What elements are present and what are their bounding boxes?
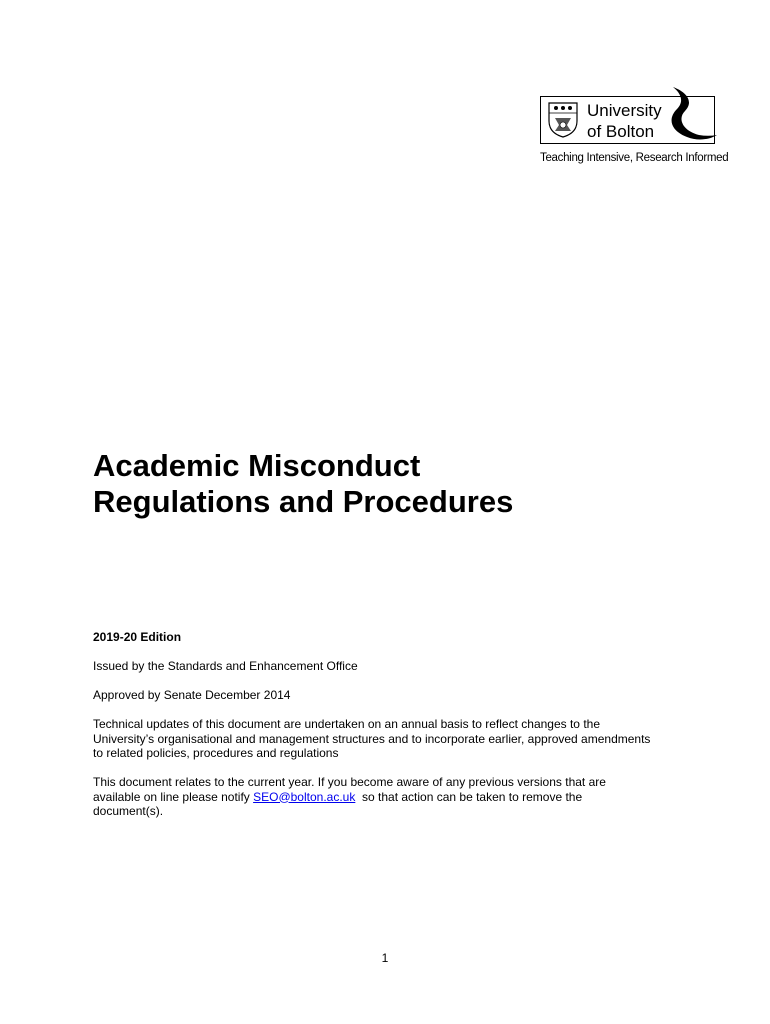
crest-icon xyxy=(547,101,579,139)
email-link[interactable]: SEO@bolton.ac.uk xyxy=(253,789,356,804)
title-line-2: Regulations and Procedures xyxy=(93,484,514,519)
logo-text-of-bolton: of Bolton xyxy=(587,122,655,141)
issued-by-text: Issued by the Standards and Enhancement Office xyxy=(93,659,358,673)
edition-label: 2019-20 Edition xyxy=(93,630,182,644)
version-notice-after: so that action can be taken to remove the document(s). xyxy=(93,789,586,818)
logo-text-university: University xyxy=(587,101,662,120)
logo-tagline: Teaching Intensive, Research Informed xyxy=(540,152,729,164)
document-info xyxy=(93,630,653,833)
page-number: 1 xyxy=(381,951,389,965)
approval-text: Approved by Senate December 2014 xyxy=(93,688,291,702)
university-logo xyxy=(540,96,715,144)
swoosh-icon xyxy=(659,87,719,145)
document-title xyxy=(93,448,513,520)
version-notice xyxy=(93,775,653,819)
technical-updates-text: Technical updates of this document are undertaken on an annual basis to reflect changes to the University’s organisational and management structures and to incorporate earlier, approved amendments to related policies, procedures and regulations xyxy=(93,717,651,760)
version-notice-before: This document relates to the current year. If you become aware of any previous versions that are available on line please notify xyxy=(93,775,606,804)
title-line-1: Academic Misconduct xyxy=(93,448,421,483)
